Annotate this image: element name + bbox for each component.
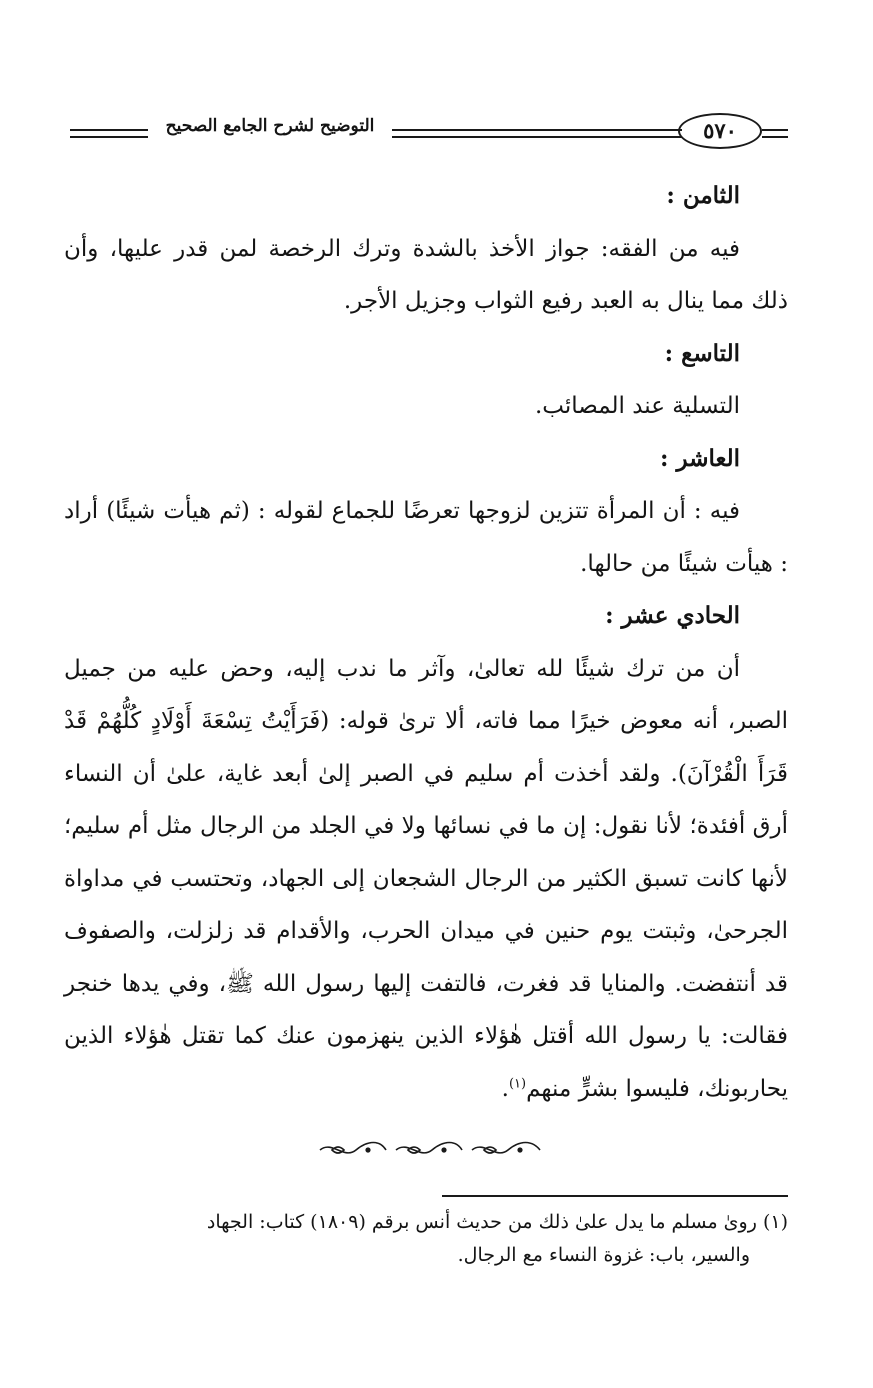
header-rule [392,129,682,131]
header-rule [70,136,148,138]
running-header [62,112,790,160]
section-heading: العاشر : [660,444,740,472]
paragraph: أن من ترك شيئًا لله تعالىٰ، وآثر ما ندب إليه، وحض عليه من جميل الصبر، أنه معوض خيرًا مما فاته، ألا ترىٰ قوله: (فَرَأَيْتُ تِسْعَةَ أَوْلَادٍ كُلُّهُمْ قَدْ قَرَأَ الْقُرْآنَ). ولقد أخذت أم سليم في الصبر إلىٰ أبعد غاية، علىٰ أن النساء أرق أفئدة؛ لأنا نقول: إن ما في نسائها ولا في الجلد من الرجال مثل أم سليم؛ لأنها كانت تسبق الكثير من الرجال الشجعان إلى الجهاد، وتحتسب في مداواة الجرحىٰ، وثبتت يوم حنين في ميدان الحرب، والأقدام قد زلزلت، والصفوف قد أنتفضت. والمنايا قد فغرت، فالتفت إليها رسول الله ﷺ، وفي يدها خنجر فقالت: يا رسول الله أقتل هٰؤلاء الذين ينهزمون عنك كما تقتل هٰؤلاء الذين يحاربونك، فليسوا بشرٍّ منهم$^{(١)}$. [64,655,788,1102]
footnote-separator [442,1195,788,1197]
paragraph: التسلية عند المصائب. [534,393,740,419]
header-rule [762,136,788,138]
footnote-text: روىٰ مسلم ما يدل علىٰ ذلك من حديث أنس برقم (١٨٠٩) كتاب: الجهاد [206,1211,757,1233]
book-title: التوضيح لشرح الجامع الصحيح [165,116,375,136]
floral-divider-ornament-icon [310,1138,550,1162]
section-heading: الثامن : [666,182,740,209]
paragraph-text: أن من ترك شيئًا لله تعالىٰ، وآثر ما ندب إليه، وحض عليه من جميل الصبر، أنه معوض خيرًا مما فاته، ألا ترىٰ قوله: (فَرَأَيْتُ تِسْعَةَ أَوْلَادٍ كُلُّهُمْ قَدْ قَرَأَ الْقُرْآنَ). ولقد أخذت أم سليم في الصبر إلىٰ أبعد غاية، علىٰ أن النساء أرق أفئدة؛ لأنا نقول: إن ما في نسائها ولا في الجلد من الرجال مثل أم سليم؛ لأنها كانت تسبق الكثير من الرجال الشجعان إلى الجهاد، وتحتسب في مداواة الجرحىٰ، وثبتت يوم حنين في ميدان الحرب، والأقدام قد زلزلت، والصفوف قد أنتفضت. والمنايا قد فغرت، فالتفت إليها رسول الله ﷺ، وفي يدها خنجر فقالت: يا رسول الله أقتل هٰؤلاء الذين ينهزمون عنك كما تقتل هٰؤلاء الذين يحاربونك، فليسوا بشرٍّ منهم [64,655,788,1102]
section-heading: الحادي عشر : [605,602,740,629]
footnote-text: والسير، باب: غزوة النساء مع الرجال. [457,1244,750,1266]
section-heading: التاسع : [664,339,740,367]
footnote-marker[interactable]: (١) [508,1075,527,1091]
paragraph: فيه : أن المرأة تتزين لزوجها تعرضًا للجماع لقوله : (ثم هيأت شيئًا) أراد : هيأت شيئًا من حالها. [64,498,788,577]
footnote [64,1206,788,1272]
header-rule [762,129,788,131]
paragraph: فيه من الفقه: جواز الأخذ بالشدة وترك الرخصة لمن قدر عليها، وأن ذلك مما ينال به العبد رفيع الثواب وجزيل الأجر. [64,235,788,314]
page-number: ٥٧٠ [678,113,762,149]
footnote-number: (١) [762,1211,788,1233]
header-rule [392,136,682,138]
header-rule [70,129,148,131]
main-text [64,170,788,1115]
